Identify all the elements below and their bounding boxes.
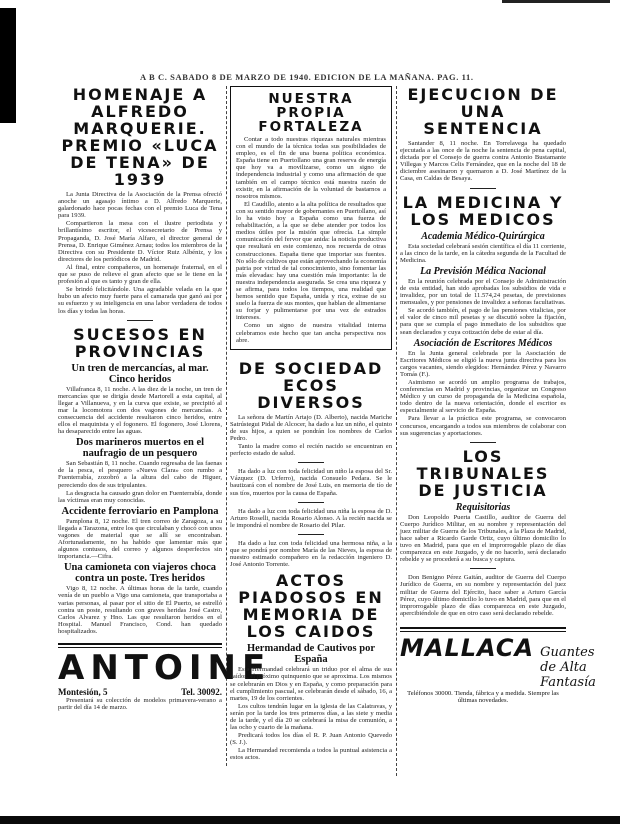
ad-rule xyxy=(400,627,566,629)
paragraph: La señora de Martín Artajo (D. Alberto), nacida Mariche Satrústegui Pidal de Alcocer, ha dado a luz un niño, el quinto de sus hijos, a quien se pondrán los nombres de Carlos Pedro. xyxy=(230,413,392,442)
column-rule xyxy=(396,86,397,776)
subhead: Una camioneta con viajeros choca contra un poste. Tres heridos xyxy=(63,562,217,585)
headline-homenaje: HOMENAJE A ALFREDO MARQUERIE. PREMIO «LUCA DE TENA» DE 1939 xyxy=(61,85,219,189)
article-tribunales xyxy=(400,448,566,617)
subhead: Academia Médico-Quirúrgica xyxy=(421,230,545,242)
paragraph: Se brindó felicitándole. Una agradable velada en la que hubo un afecto muy fuerte para el camarada que ganó así por su esfuerzo y su inteligencia en una labor verdadera de todos los días y todas las horas. xyxy=(58,286,222,315)
paragraph: Santander 8, 11 noche. En Torrelavega ha quedado ejecutada a las once de la noche la sentencia de pena capital, dictada por el Consejo de guerra contra Antonio Bustamante Villegas y Marcos Celis Fernández, que en la noche del 18 de diciembre asesinaron y quemaron a D. José Martínez de la Casa, en Caldas de Besaya. xyxy=(400,140,566,183)
article-sucesos xyxy=(58,326,222,635)
paragraph: Al final, entre compañeros, un homenaje fraternal, en el que se puso de relieve el gran afecto que se le tiene en la profesión al que es tanto y gran de ella. xyxy=(58,263,222,286)
ad-contact-line xyxy=(58,687,222,697)
paragraph: Predicará todos los días el R. P. Juan Antonio Quevedo (S. J.). xyxy=(230,732,392,747)
ad-rule xyxy=(400,631,566,632)
separator xyxy=(470,188,496,189)
ad-text: Teléfonos 30000. Tienda, fábrica y a medida. Siempre las últimas novedades. xyxy=(407,689,559,705)
paragraph: La desgracia ha causado gran dolor en Fuenterrabía, donde las víctimas eran muy conocidas. xyxy=(58,489,222,504)
separator xyxy=(298,462,324,463)
subhead: Requisitorias xyxy=(455,501,511,513)
headline-sucesos: SUCESOS EN PROVINCIAS xyxy=(73,324,207,361)
paragraph: Se acordó también, el pago de las pensiones vitalicias, por el valor de cinco mil pesetas y se discutió sobre la fijación, para que se cumpla el pago inmediato de los subsidios que sean declarados y cuya cotización debe de estar al día. xyxy=(400,307,566,336)
ad-rule xyxy=(58,643,222,645)
ad-brand-row xyxy=(400,633,596,690)
paragraph: La Hermandad recomienda a todos la puntual asistencia a estos actos. xyxy=(230,747,392,762)
subhead: La Previsión Médica Nacional xyxy=(420,265,546,277)
column-3 xyxy=(400,85,596,705)
paragraph: Para llevar a la práctica este programa, se convocaron concursos, encargando a todos sus miembros de colaborar con sus sugerencias y aportaciones. xyxy=(400,415,566,437)
subhead: Accidente ferroviario en Pamplona xyxy=(61,505,219,517)
headline-ecos: ECOS DIVERSOS xyxy=(257,375,365,412)
separator xyxy=(298,534,324,535)
article-ejecucion xyxy=(400,86,566,183)
paragraph: Asimismo se acordó un amplio programa de trabajos, conferencias en Madrid y provincias, organizar un Congreso Médico y un curso de propaganda de la Medicina española, todo dentro de la nueva orientación, donde el escritor es especialmente al servicio de España. xyxy=(400,378,566,415)
paragraph: Los cultos tendrán lugar en la iglesia de las Calatravas, y serán por la tarde los tres primeros días, a las siete y media de la tarde, y el día 20 se celebrará la misa de comunión, a las ocho y cuarto de la mañana. xyxy=(230,702,392,732)
subhead: Hermandad de Cautivos por España xyxy=(246,643,376,666)
ad-tagline: Guantes de Alta Fantasía xyxy=(540,644,596,690)
paragraph: Don Benigno Pérez Gaitán, auditor de Guerra del Cuerpo Jurídico de Guerra, en su nombre y representación del juez militar de Guerra del Ejército, hace saber a Arturo García Pérez, cuyo último domicilio lo tuvo en Madrid, para que en el improrrogable plazo de días comparezca en este Juzgado, apercibiéndole de que en otro caso será declarado rebelde. xyxy=(400,574,566,617)
ad-address: Montesión, 5 xyxy=(58,687,108,698)
headline-actos: ACTOS PIADOSOS EN MEMORIA DE LOS CAIDOS xyxy=(238,571,384,642)
ad-brand-mallaca: MALLACA xyxy=(400,633,535,662)
article-medicina xyxy=(400,194,566,437)
separator xyxy=(298,502,324,503)
paragraph: Ha dado a luz con toda felicidad una niña la esposa de D. Arturo Roselli, nacida Rosario Alonso. A la recién nacida se le impondrá el nombre de Rosario del Pilar. xyxy=(230,507,392,529)
article-homenaje xyxy=(58,86,222,315)
subhead: Asociación de Escritores Médicos xyxy=(413,337,553,349)
separator xyxy=(470,568,496,569)
paragraph: Esta sociedad celebrará sesión científica el día 11 corriente, a las cinco de la tarde, en la cátedra segunda de la Facultad de Medicina. xyxy=(400,242,566,264)
paragraph: Como un signo de nuestra vitalidad interna celebramos este hecho que tan ancha perspectiva nos abre. xyxy=(236,322,386,344)
paragraph: La Junta Directiva de la Asociación de la Prensa ofreció anoche un agasajo íntimo a D. Alfredo Marquerie, galardonado hace pocas fechas con el premio Luca de Tena para 1939. xyxy=(58,191,222,220)
subhead: Un tren de mercancías, al mar. Cinco heridos xyxy=(71,362,209,385)
article-sociedad xyxy=(230,360,392,569)
subhead: Dos marineros muertos en el naufragio de un pesquero xyxy=(75,437,205,460)
article-actos xyxy=(230,572,392,761)
paragraph: Pamplona 8, 12 noche. El tren correo de Zaragoza, a su llegada a Tarazona, entre los que circulaban y chocó con unos vagones de material que se allí se encontraban. Afortunadamente, no ha habido que lamentar más que algunos contusos, del correo y algunos desperfectos sin importancia.—Cifra. xyxy=(58,517,222,561)
column-2 xyxy=(230,86,392,763)
running-head: A B C. SABADO 8 DE MARZO DE 1940. EDICION DE LA MAÑANA. PAG. 11. xyxy=(140,72,474,82)
paragraph: Esta Hermandad celebrará un triduo por el alma de sus caídos, el próximo quinquenio que se aproxima. Los mismos se celebrarán en Dios y en España, y como preparación para el cumplimiento pascual, se celebrarán desde el sábado, 16, a martes, 19 de los corrientes. xyxy=(230,666,392,702)
paragraph: Ha dado a luz con toda felicidad una hermosa niña, a la que se pondrá por nombre María de las Nieves, la esposa de nuestro estimado compañero en la redacción ingeniero D. José Antonio Torrente. xyxy=(230,539,392,569)
scan-bottom-bar xyxy=(0,816,620,824)
boxed-article-fortaleza xyxy=(230,86,392,350)
separator xyxy=(470,442,496,443)
paragraph: En la Junta general celebrada por la Asociación de Escritores Médicos se eligió la nueva junta directiva para los cargos vacantes, siendo elegidos: Hernández Pérez y Navarro Tomás (F.). xyxy=(400,349,566,378)
paragraph: Ha dado a luz con toda felicidad un niño la esposa del Sr. Vázquez (D. Urferro), nacida Consuelo Pedara. Se le bautizará con el nombre de José Luis, en memoria de tío de sus tíos, muertos por la causa de España. xyxy=(230,468,392,497)
paragraph: En la reunión celebrada por el Consejo de Administración de esta entidad, han sido aprobadas los subsidios de vida e invalidez, por un total de 11.574,24 pesetas, de previsiones mensuales, y por pensiones de invalidez a señoras facultativas. xyxy=(400,277,566,307)
ad-brand-antoine: ANTOINE xyxy=(58,648,272,689)
paragraph: Villafranca 8, 11 noche. A las diez de la noche, un tren de mercancías que se dirigía desde Martorell a esta capital, al llegar a Villanueva, y en la curva que existe, se precipitó al mar la locomotora con dos vagones de mercancías. A consecuencia del accidente resultaron cinco heridos, entre ellos el maquinista y el fogonero. El fogonero, José Llorens, ha desaparecido entre las aguas. xyxy=(58,385,222,436)
column-1 xyxy=(58,85,272,712)
headline-ejecucion: EJECUCION DE UNA SENTENCIA xyxy=(407,85,559,138)
paragraph: San Sebastián 8, 11 noche. Cuando regresaba de las faenas de la pesca, el pesquero «Nueva Clara» con rumbo a Fuenterrabía, zozobró a la altura del cabo de Higuer, pereciendo dos de sus tripulantes. xyxy=(58,460,222,489)
ad-text: Presentará su colección de modelos primavera-verano a partir del día 14 de marzo. xyxy=(58,697,222,712)
paragraph: El Caudillo, atento a la alta política de resultados que con su sentido mayor de gobernantes en Puertollano, así lo ha visto hoy a España como una fuerza de rehabilitación, a la que se debe atender por todos los medios útiles por la misión que ofrecía. La simple comunicación del fervor que anida: la noticia productiva que resultará en este comienzo, nos recuerda de otras construcciones. España tiene que importar sus fuentes. No sólo de cultivos que están aprovechando la economía patria por virtud de tal conocimiento, sino fomentar las más elevadas: hay una cuestión más importante: la de nuestra independencia asegurada. Se crea una riqueza y se afirma, para todos los tiempos, una realidad que hemos sentido que España, unida y rica, extrae de su suelo la fuerza de sus montes, que hablan de alimentarse su forjar y pulimentarse por una vez de estrados intereses. xyxy=(236,200,386,322)
headline-fortaleza: NUESTRA PROPIA FORTALEZA xyxy=(258,91,364,135)
headline-sociedad: DE SOCIEDAD xyxy=(238,358,384,378)
headline-medicina: LA MEDICINA Y LOS MEDICOS xyxy=(402,192,564,229)
paragraph: Vigo 8, 12 noche. A últimas horas de la tarde, cuando venía de un pueblo a Vigo una camioneta, que transportaba a varias personas, al pasar por el sitio de El Puerto, se estrelló contra un poste, resultando con graves heridas José Castro, Carlos Alvarez y Hno. Las que resultaron heridos en el Hospital. Manuel Francisco, Cond. han quedado hospitalizados. xyxy=(58,585,222,635)
top-rule xyxy=(502,0,610,3)
scan-edge-bar xyxy=(0,8,16,123)
paragraph: Contar a todo nuestras riquezas naturales mientras con el mundo de la técnica todas sus posibilidades de empleo, es el fin de una buena política económica. España tiene en Puertollano una gran reserva de energía que hoy va a movilizarse, como un signo de independencia industrial y como una afirmación de que también en el campo técnico está nuestra razón de existir, en la afirmación de la voluntad de bastarnos a nosotros mismos. xyxy=(236,136,386,200)
paragraph: Tanto la madre como el recién nacido se encuentran en perfecto estado de salud. xyxy=(230,443,392,458)
paragraph: Don Leopoldo Puerta Castillo, auditor de Guerra del Cuerpo Jurídico Militar, en su nombre y representación del juez militar de Guerra de los Tribunales, a la Plaza de Madrid, hace saber a Ricardo Garde Ortiz, cuyo último domicilio lo tuvo en Madrid, para que en el improrrogable plazo de días comparezca en este Juzgado, y de no hacerlo, será declarado rebelde y se procederá a su busca y captura. xyxy=(400,513,566,564)
paragraph: Compartieron la mesa con el ilustre periodista y brillantísimo escritor, el vicesecretario de Prensa y Propaganda, D. José María Alfaro, el director general de Prensa, D. Enrique Giménez Arnau; todos los miembros de la Directiva con su Presidente D. Víctor Ruiz Albéniz, y los directores de los periódicos de Madrid. xyxy=(58,220,222,263)
ad-phone: Tel. 30092. xyxy=(181,687,222,698)
separator xyxy=(127,320,153,321)
headline-tribunales: LOS TRIBUNALES DE JUSTICIA xyxy=(416,446,550,500)
advertisement-antoine xyxy=(58,643,272,712)
advertisement-mallaca xyxy=(400,627,596,705)
